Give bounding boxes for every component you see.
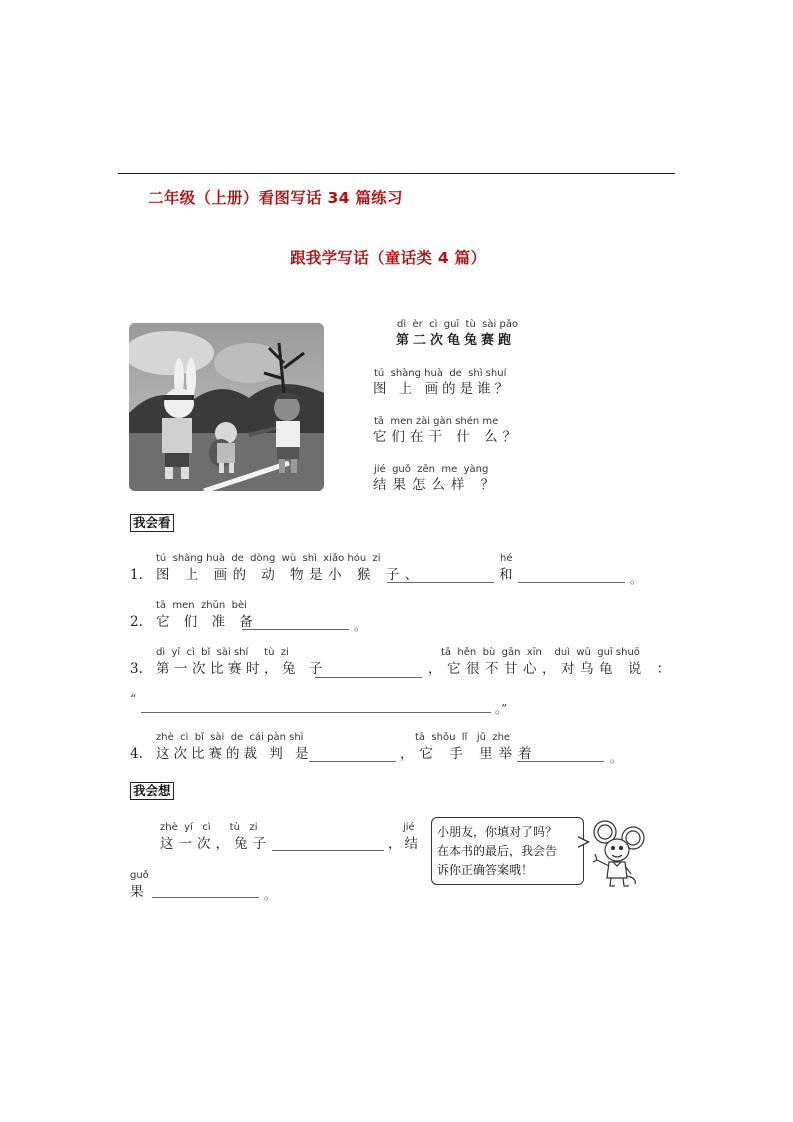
think-blank-1[interactable] [272, 850, 384, 851]
bubble-line-2: 在本书的最后，我会告 [437, 844, 558, 858]
item-1-number: 1. [130, 567, 143, 583]
item-3-blank-quote[interactable] [141, 712, 491, 713]
item-2-period: 。 [354, 619, 367, 633]
think-line-1-pinyin: zhè yí cì tù zi [160, 822, 258, 833]
question-1-pinyin: tú shàng huà de shì shuí [374, 368, 507, 379]
item-4-period: 。 [610, 751, 623, 765]
think-line-1-end-pinyin: jié [403, 822, 415, 833]
item-4-blank-2[interactable] [517, 761, 604, 762]
item-1-mid-text: 和 [499, 567, 518, 583]
item-4-mid-pinyin: tā shǒu lǐ jǔ zhe [415, 732, 511, 743]
illustration-image [129, 323, 324, 491]
item-4-mid-text: ，它 手 里举着 [400, 746, 538, 762]
bubble-line-1: 小朋友，你填对了吗？ [437, 825, 558, 839]
item-2-text: 它 们 准 备 [156, 614, 258, 630]
item-3-mid-text: ，它很不甘心，对乌龟 说 ： [428, 661, 676, 677]
item-3-text: 第一次比赛时，兔 子 [156, 661, 327, 677]
bubble-line-3: 诉你正确答案哦！ [437, 863, 534, 877]
header-rule [118, 173, 675, 174]
page-title: 二年级（上册）看图写话 34 篇练习 [148, 189, 403, 207]
item-3-blank-1[interactable] [315, 677, 422, 678]
question-2-text: 它们在干 什 么？ [373, 429, 522, 445]
think-period: 。 [264, 888, 277, 902]
page-subtitle: 跟我学写话（童话类 4 篇） [290, 249, 487, 267]
section-label-think: 我会想 [130, 782, 174, 800]
item-4-number: 4. [130, 746, 143, 762]
item-4-pinyin: zhè cì bǐ sài de cái pàn shì [156, 732, 304, 743]
item-3-pinyin: dì yī cì bǐ sài shí tù zi [156, 647, 289, 658]
item-3-number: 3. [130, 661, 143, 677]
item-2-pinyin: tā men zhǔn bèi [156, 600, 247, 611]
item-3-quote-end: 。” [495, 702, 508, 716]
item-3-quote-open: “ [130, 692, 137, 706]
think-line-2-pinyin: guǒ [130, 870, 149, 881]
question-3-pinyin: jié guǒ zěn me yàng [374, 464, 489, 475]
story-illustration [129, 323, 324, 491]
section-label-look: 我会看 [130, 514, 174, 532]
item-1-mid-pinyin: hé [500, 553, 513, 564]
item-1-blank-1[interactable] [387, 582, 494, 583]
item-4-blank-1[interactable] [309, 761, 396, 762]
item-1-text: 图 上 画的 动 物是小 猴 子、 [156, 567, 424, 583]
hint-speech-bubble [431, 817, 584, 885]
think-line-2-text: 果 [130, 884, 149, 900]
question-3-text: 结果怎么样 ？ [373, 477, 501, 493]
story-title: 第二次龟兔赛跑 [396, 333, 516, 348]
think-line-1-end-text: ，结 [388, 836, 421, 852]
mouse-mascot-icon [585, 818, 647, 890]
item-3-mid-pinyin: tā hěn bù gān xīn duì wū guī shuō [441, 647, 640, 658]
item-2-blank[interactable] [242, 629, 349, 630]
item-1-pinyin: tú shàng huà de dòng wù shì xiǎo hóu zi [156, 553, 381, 564]
question-2-pinyin: tā men zài gàn shén me [374, 416, 499, 427]
think-blank-2[interactable] [152, 897, 259, 898]
story-title-pinyin: dì èr cì guī tù sài pǎo [397, 319, 519, 330]
think-line-1-text: 这一次，兔子 [160, 836, 271, 852]
item-2-number: 2. [130, 614, 143, 630]
item-1-blank-2[interactable] [518, 582, 625, 583]
item-4-text: 这次比赛的裁 判 是 [156, 746, 313, 762]
question-1-text: 图 上 画的是谁？ [373, 381, 513, 397]
item-1-period: 。 [630, 572, 643, 586]
